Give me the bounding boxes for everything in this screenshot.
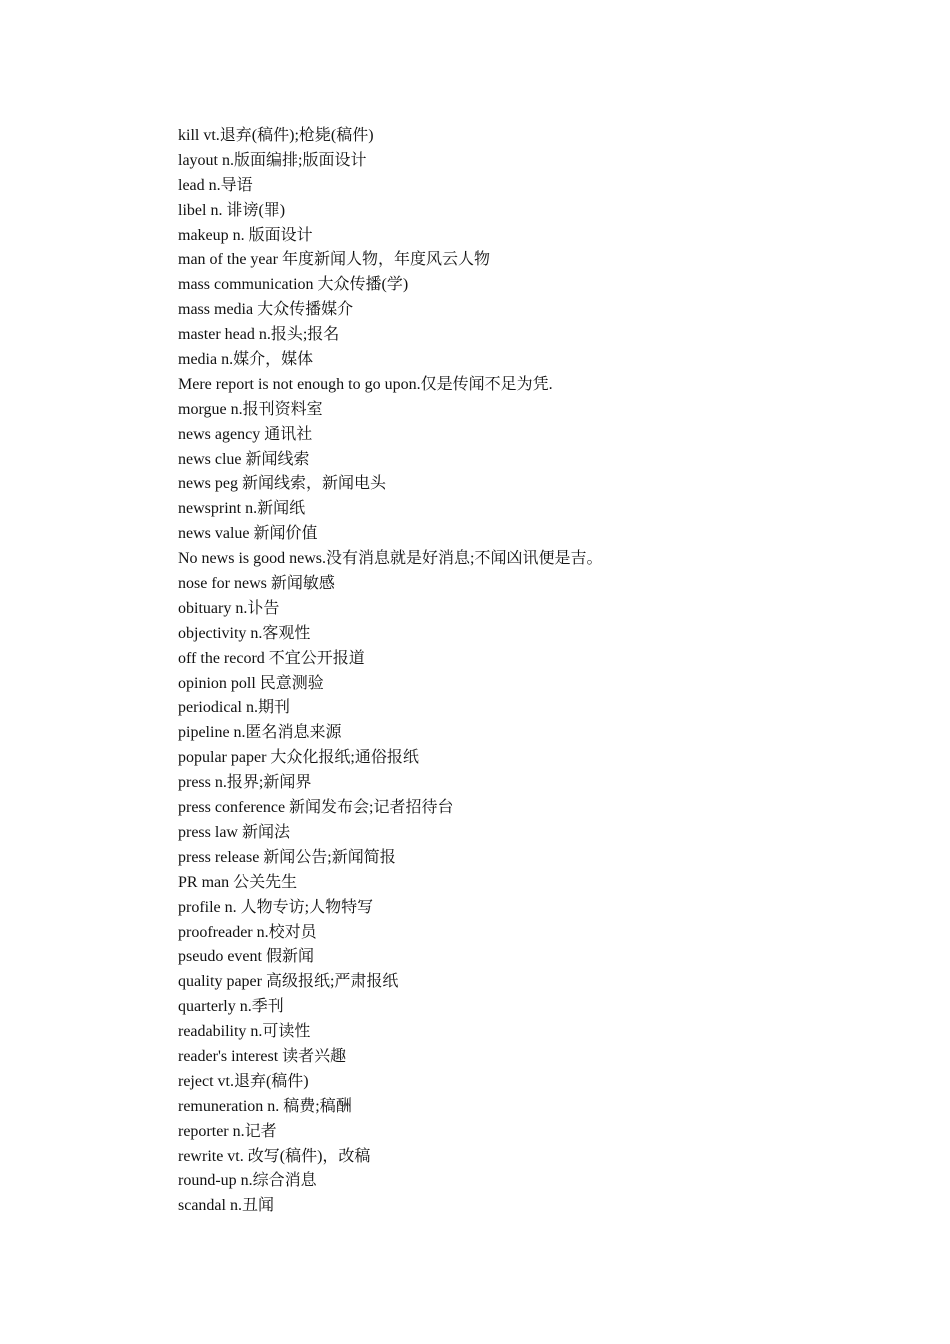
- glossary-entry: newsprint n.新闻纸: [178, 500, 306, 518]
- glossary-entry: media n.媒介，媒体: [178, 351, 314, 369]
- glossary-entry: press release 新闻公告;新闻简报: [178, 848, 396, 866]
- glossary-entry: remuneration n. 稿费;稿酬: [178, 1097, 352, 1115]
- glossary-entry: proofreader n.校对员: [178, 923, 317, 941]
- glossary-entry: lead n.导语: [178, 176, 253, 194]
- glossary-entry: periodical n.期刊: [178, 699, 290, 717]
- glossary-entry: layout n.版面编排;版面设计: [178, 151, 367, 169]
- glossary-list: [178, 124, 878, 1219]
- glossary-entry: makeup n. 版面设计: [178, 226, 313, 244]
- glossary-entry: quality paper 高级报纸;严肃报纸: [178, 973, 399, 991]
- glossary-entry: No news is good news.没有消息就是好消息;不闻凶讯便是吉。: [178, 550, 603, 568]
- glossary-entry: news peg 新闻线索，新闻电头: [178, 475, 386, 493]
- glossary-entry: opinion poll 民意测验: [178, 674, 324, 692]
- glossary-entry: news agency 通讯社: [178, 425, 313, 443]
- glossary-entry: morgue n.报刊资料室: [178, 400, 323, 418]
- glossary-entry: press conference 新闻发布会;记者招待台: [178, 799, 454, 817]
- glossary-entry: mass communication 大众传播(学): [178, 276, 409, 294]
- glossary-entry: off the record 不宜公开报道: [178, 649, 365, 667]
- glossary-entry: Mere report is not enough to go upon.仅是传闻不足为凭.: [178, 375, 553, 393]
- glossary-entry: objectivity n.客观性: [178, 624, 311, 642]
- glossary-entry: mass media 大众传播媒介: [178, 301, 354, 319]
- glossary-entry: pipeline n.匿名消息来源: [178, 724, 342, 742]
- glossary-entry: round-up n.综合消息: [178, 1172, 317, 1190]
- glossary-entry: profile n. 人物专访;人物特写: [178, 898, 374, 916]
- glossary-entry: reporter n.记者: [178, 1122, 277, 1140]
- glossary-entry: press law 新闻法: [178, 823, 290, 841]
- glossary-entry: quarterly n.季刊: [178, 998, 284, 1016]
- glossary-entry: rewrite vt. 改写(稿件)，改稿: [178, 1147, 371, 1165]
- glossary-entry: reject vt.退弃(稿件): [178, 1072, 309, 1090]
- glossary-entry: pseudo event 假新闻: [178, 948, 314, 966]
- glossary-entry: man of the year 年度新闻人物，年度风云人物: [178, 251, 490, 269]
- glossary-entry: reader's interest 读者兴趣: [178, 1047, 347, 1065]
- glossary-entry: scandal n.丑闻: [178, 1197, 274, 1215]
- glossary-entry: obituary n.讣告: [178, 599, 280, 617]
- glossary-entry: press n.报界;新闻界: [178, 774, 312, 792]
- glossary-entry: master head n.报头;报名: [178, 326, 340, 344]
- glossary-entry: news value 新闻价值: [178, 525, 318, 543]
- glossary-entry: PR man 公关先生: [178, 873, 298, 891]
- glossary-entry: news clue 新闻线索: [178, 450, 310, 468]
- glossary-entry: readability n.可读性: [178, 1023, 311, 1041]
- glossary-entry: kill vt.退弃(稿件);枪毙(稿件): [178, 127, 374, 144]
- glossary-entry: popular paper 大众化报纸;通俗报纸: [178, 749, 419, 767]
- glossary-entry: nose for news 新闻敏感: [178, 575, 335, 593]
- glossary-entry: libel n. 诽谤(罪): [178, 201, 286, 219]
